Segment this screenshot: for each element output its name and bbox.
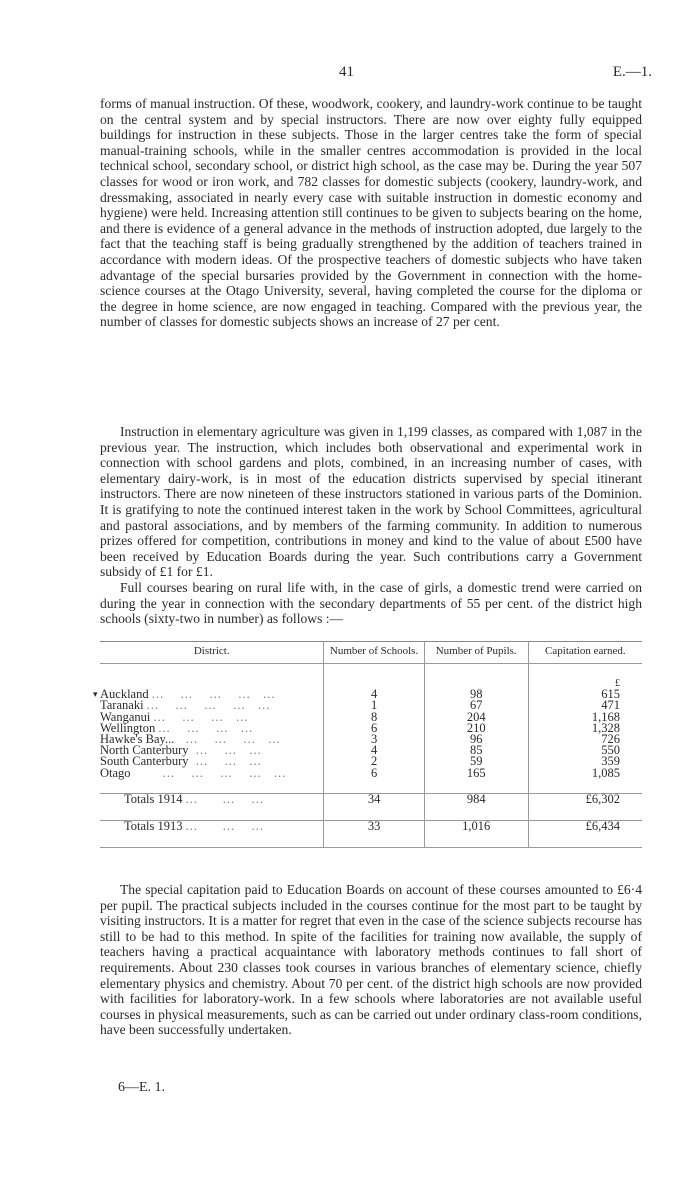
paragraph-manual-instruction: forms of manual instruction. Of these, woodwork, cookery, and laundry-work continue to be taught on the central system and by special instructors. There are now over eighty fully equipped buildings for instruction in these subjects. Those in the larger centres take the form of special manual-training schools, while in the smaller centres accommodation is provided in the local technical school, secondary school, or district high school, as the case may be. During the year 507 classes for wood or iron work, and 782 classes for domestic subjects (cookery, laundry-work, and dressmaking, associated in nearly every case with suitable instruction in domestic economy and hygiene) were held. Increasing attention still continues to be given to subjects bearing on the home, and there is evidence of a general advance in the methods of instruction adopted, due largely to the fact that the teaching staff is being gradually strengthened by the addition of teachers trained in accordance with modern ideas. Of the prospective teachers of domestic subjects who have taken advantage of the special bursaries provided by the Government in connection with the home-science courses at the Otago University, several, having completed the course for the diploma or the degree in home science, are now engaged in teaching. Compared with the previous year, the number of classes for domestic subjects shows an increase of 27 per cent. xyxy=(100,96,642,330)
table-header-row xyxy=(100,641,642,664)
schools-count: 1 xyxy=(324,700,424,711)
totals-row: Totals 1914 ... ... ... 34 984 £6,302 xyxy=(100,793,642,820)
schools-count: 8 xyxy=(324,712,424,723)
table-row: Taranaki ... ... ... ... ... 1 67 471 xyxy=(100,700,642,711)
pupils-count: 98 xyxy=(424,689,528,700)
capitation-value: 1,168 xyxy=(528,712,642,723)
schools-count: 4 xyxy=(324,745,424,756)
total-capitation: £6,302 xyxy=(528,793,642,820)
total-schools: 33 xyxy=(324,820,424,847)
district-name: Otago xyxy=(100,765,131,780)
totals-label: Totals 1914 xyxy=(124,791,183,806)
section-code: E.—1. xyxy=(612,64,652,80)
district-name: Auckland xyxy=(100,687,149,702)
district-name: Wanganui xyxy=(100,709,151,724)
pupils-count: 165 xyxy=(424,768,528,779)
total-schools: 34 xyxy=(324,793,424,820)
pupils-count: 96 xyxy=(424,734,528,745)
table-row: South Canterbury ... ... ... 2 59 359 xyxy=(100,756,642,767)
page-number: 41 xyxy=(339,64,354,80)
table-row: Hawke's Bay... ... ... ... ... 3 96 726 xyxy=(100,734,642,745)
signature-code: 6—E. 1. xyxy=(118,1080,166,1095)
table-spacer xyxy=(100,664,642,679)
totals-label: Totals 1913 xyxy=(124,818,183,833)
district-name: North Canterbury xyxy=(100,743,189,758)
pupils-count: 67 xyxy=(424,700,528,711)
district-name: Hawke's Bay... xyxy=(100,732,175,747)
pupils-count: 204 xyxy=(424,712,528,723)
page-header xyxy=(0,64,700,84)
total-capitation: £6,434 xyxy=(528,820,642,847)
table-row: Otago ... ... ... ... ... 6 165 1,085 xyxy=(100,768,642,779)
schools-count: 6 xyxy=(324,768,424,779)
schools-count: 6 xyxy=(324,723,424,734)
header-district: District. xyxy=(100,641,324,664)
capitation-value: 615 xyxy=(528,689,642,700)
district-high-schools-table xyxy=(100,641,642,848)
schools-count: 3 xyxy=(324,734,424,745)
totals-row: Totals 1913 ... ... ... 33 1,016 £6,434 xyxy=(100,820,642,847)
table-row: Auckland ... ... ... ... ... 4 98 615 xyxy=(100,689,642,700)
header-schools: Number of Schools. xyxy=(324,641,424,664)
district-name: Taranaki xyxy=(100,698,144,713)
margin-mark: ▾ xyxy=(93,689,98,699)
table-row: Wanganui ... ... ... ... 8 204 1,168 xyxy=(100,712,642,723)
schools-count: 4 xyxy=(324,689,424,700)
capitation-value: 1,085 xyxy=(528,768,642,779)
paragraph-capitation: The special capitation paid to Education Boards on account of these courses amounted to £6·4 per pupil. The practical subjects included in the courses continue for the most part to be taught by visiting instructors. It is a matter for regret that even in the case of the science subjects recourse has still to be had to this method. In spite of the facilities for training now available, the supply of teachers having a practical acquaintance with laboratory methods continues to fall short of requirements. About 230 classes took courses in various branches of elementary science, chiefly elementary physics and chemistry. About 70 per cent. of the district high schools are now provided with facilities for laboratory-work. In a few schools where laboratories are not available useful courses in physical measurements, such as can be carried out under ordinary class-room conditions, have been successfully undertaken. xyxy=(100,882,642,1038)
schools-count: 2 xyxy=(324,756,424,767)
district-name: South Canterbury xyxy=(100,754,189,769)
total-pupils: 1,016 xyxy=(424,820,528,847)
table-row: North Canterbury ... ... ... 4 85 550 xyxy=(100,745,642,756)
pupils-count: 85 xyxy=(424,745,528,756)
capitation-value: 726 xyxy=(528,734,642,745)
pupils-count: 59 xyxy=(424,756,528,767)
table-row: Wellington ... ... ... ... 6 210 1,328 xyxy=(100,723,642,734)
currency-symbol: £ xyxy=(528,678,642,689)
pupils-count: 210 xyxy=(424,723,528,734)
paragraph-agriculture: Instruction in elementary agriculture was given in 1,199 classes, as compared with 1,087 in the previous year. The instruction, which includes both observational and experimental work in connection with school gardens and plots, combined, in an increasing number of cases, with elementary dairy-work, is in most of the education districts supervised by special itinerant instructors. There are now nineteen of these instructors stationed in various parts of the Dominion. It is gratifying to note the continued interest taken in the work by School Committees, agricultural and pastoral associations, and by members of the farming community. In addition to numerous prizes offered for competition, contributions in money and kind to the value of about £500 have been received by Education Boards during the year. Such contributions carry a Government subsidy of £1 for £1. xyxy=(100,424,642,580)
header-capitation: Capitation earned. xyxy=(528,641,642,664)
total-pupils: 984 xyxy=(424,793,528,820)
capitation-value: 359 xyxy=(528,756,642,767)
capitation-value: 471 xyxy=(528,700,642,711)
paragraph-rural-courses: Full courses bearing on rural life with, in the case of girls, a domestic trend were carried on during the year in connection with the secondary departments of 55 per cent. of the district high schools (sixty-two in number) as follows :— xyxy=(100,580,642,627)
header-pupils: Number of Pupils. xyxy=(424,641,528,664)
capitation-value: 550 xyxy=(528,745,642,756)
capitation-value: 1,328 xyxy=(528,723,642,734)
district-name: Wellington xyxy=(100,720,156,735)
